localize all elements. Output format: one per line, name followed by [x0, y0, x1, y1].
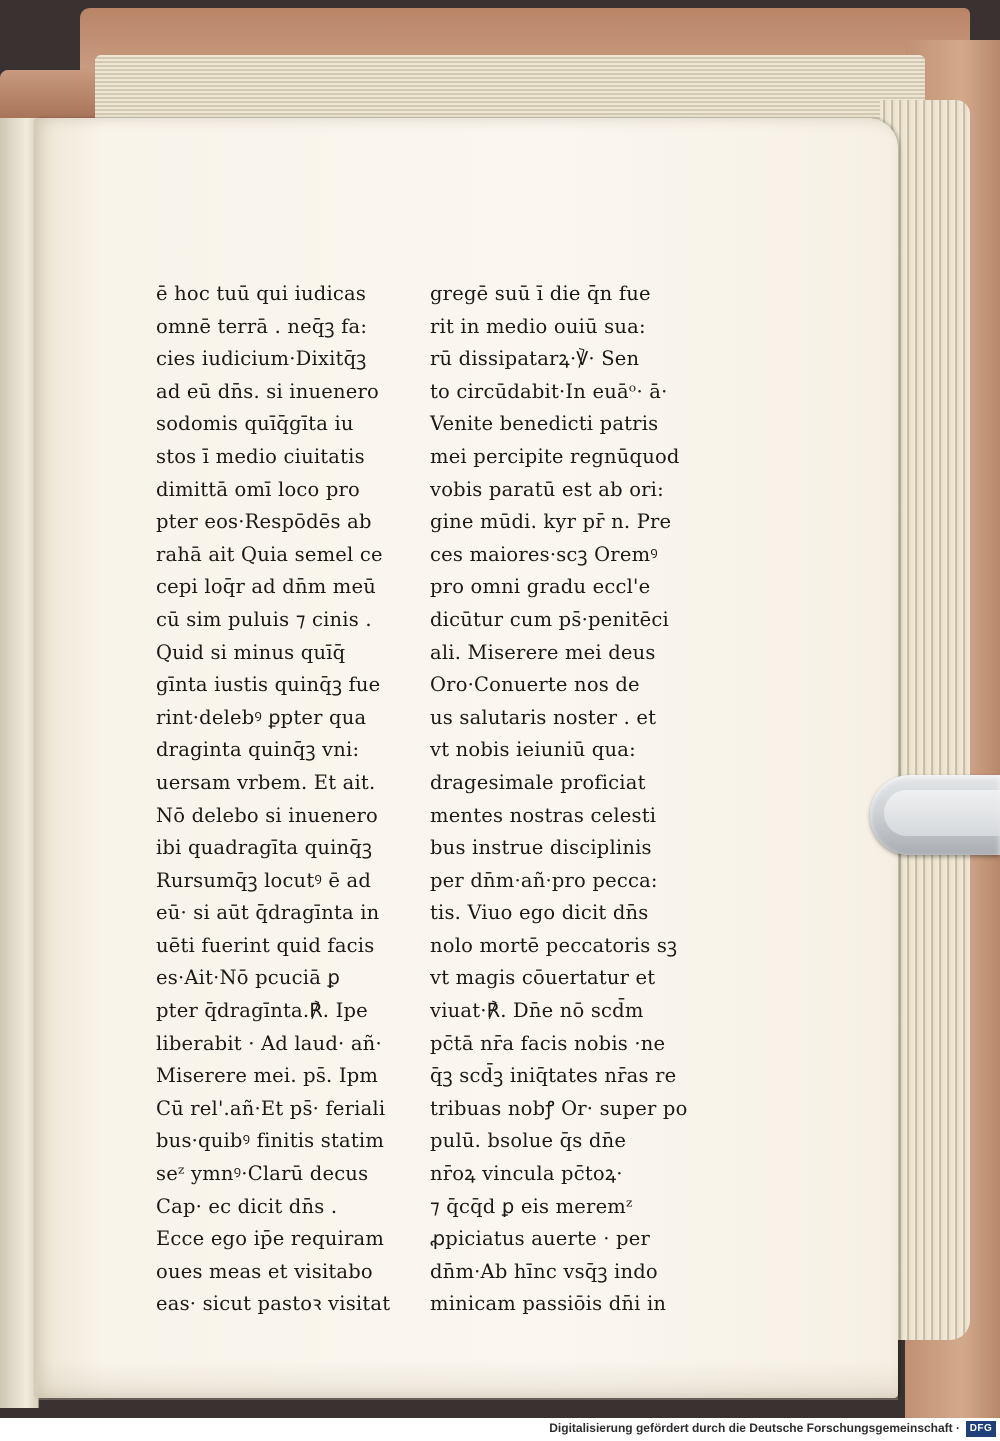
text-line: ꝓpiciatus auerte · per: [430, 1227, 650, 1251]
dfg-logo-icon: DFG: [966, 1421, 996, 1437]
text-line: vobis paratū est ab ori:: [430, 477, 664, 501]
text-line: minicam passiōis dn̄i in: [430, 1292, 667, 1316]
page-bottom-shade: [38, 1360, 898, 1400]
text-line: rint·delebꝰ ꝑpter qua: [156, 705, 367, 729]
text-line: uēti fuerint quid facis: [156, 933, 375, 957]
text-column-right: [430, 278, 688, 1321]
text-line: cies iudicium·Dixitq̄ꝫ: [156, 347, 367, 371]
text-line: Rursumq̄ꝫ locutꝰ ē ad: [156, 868, 372, 892]
text-line: q̄ꝫ scd̄ꝫ iniq̄tates nr̄as re: [430, 1064, 677, 1088]
text-line: gine mūdi. kyr pr̄ n. Pre: [430, 510, 672, 534]
text-line: Quid si minus quīq̄: [156, 640, 346, 664]
text-line: eas· sicut pastoꝛ visitat: [156, 1292, 391, 1316]
text-line: per dn̄m·añ·pro pecca:: [430, 868, 658, 892]
page-clip-highlight: [884, 790, 1000, 836]
text-line: draginta quinq̄ꝫ vni:: [156, 738, 360, 762]
text-line: seᶻ ymnꝰ·Clarū decus: [156, 1162, 369, 1186]
text-line: Cū rel'.añ·Et ps̄· feriali: [156, 1096, 386, 1120]
text-line: ⁊ q̄cq̄d ꝑ eis meremᶻ: [430, 1194, 633, 1218]
text-line: dragesimale proficiat: [430, 770, 646, 794]
text-line: vt magis cōuertatur et: [430, 966, 656, 990]
text-line: gīnta iustis quinq̄ꝫ fue: [156, 673, 381, 697]
text-line: to circūdabit·In euāᵒ· ā·: [430, 379, 668, 403]
text-column-left: [156, 278, 406, 1321]
text-line: uersam vrbem. Et ait.: [156, 770, 376, 794]
text-line: nr̄oꝝ vincula pc̄toꝝ·: [430, 1162, 623, 1186]
text-line: rū dissipatarꝝ·℣· Sen: [430, 347, 640, 371]
text-line: bus·quibꝰ finitis statim: [156, 1129, 385, 1153]
text-line: omnē terrā . neq̄ꝫ fa:: [156, 314, 368, 338]
text-line: Oro·Conuerte nos de: [430, 673, 640, 697]
funding-credit: Digitalisierung gefördert durch die Deutsche Forschungsgemeinschaft ·: [549, 1421, 960, 1435]
text-line: ibi quadragīta quinq̄ꝫ: [156, 836, 373, 860]
text-line: ē hoc tuū qui iudicas: [156, 282, 367, 305]
text-line: ali. Miserere mei deus: [430, 640, 656, 664]
text-line: viuat·℟. Dn̄e nō scd̄m: [430, 999, 644, 1023]
text-line: Miserere mei. ps̄. Ipm: [156, 1064, 379, 1088]
text-line: mentes nostras celesti: [430, 803, 657, 827]
text-line: pter q̄dragīnta.℟. Ipe: [156, 999, 368, 1023]
text-line: Nō delebo si inuenero: [156, 803, 378, 827]
text-line: pro omni gradu eccl'e: [430, 575, 651, 599]
text-line: cepi loq̄r ad dn̄m meū: [156, 575, 376, 599]
text-line: vt nobis ieiuniū qua:: [430, 738, 636, 762]
text-line: Cap· ec dicit dn̄s .: [156, 1194, 338, 1218]
text-line: dimittā omī loco pro: [156, 477, 360, 501]
text-line: dn̄m·Ab hīnc vsq̄ꝫ indo: [430, 1259, 658, 1283]
text-line: nolo mortē peccatoris sꝫ: [430, 933, 678, 957]
text-line: ad eū dn̄s. si inuenero: [156, 379, 379, 403]
text-line: es·Ait·Nō pcuciā ꝑ: [156, 966, 341, 990]
text-line: liberabit · Ad laud· añ·: [156, 1031, 382, 1055]
text-line: ces maiores·scꝫ Oremꝰ: [430, 542, 658, 566]
text-line: oues meas et visitabo: [156, 1259, 373, 1283]
text-line: sodomis quīq̄gīta iu: [156, 412, 354, 436]
text-line: pulū. bsolue q̄s dn̄e: [430, 1129, 627, 1153]
text-line: rahā ait Quia semel ce: [156, 542, 383, 566]
text-line: pc̄tā nr̄a facis nobis ·ne: [430, 1031, 666, 1055]
text-line: Ecce ego ip̄e requiram: [156, 1227, 385, 1251]
text-line: tis. Viuo ego dicit dn̄s: [430, 901, 649, 925]
text-line: gregē suū ī die q̄n fue: [430, 282, 651, 305]
text-line: dicūtur cum ps̄·penitēci: [430, 607, 669, 631]
text-line: us salutaris noster . et: [430, 705, 657, 729]
text-line: rit in medio ouiū sua:: [430, 314, 646, 338]
text-line: eū· si aūt q̄dragīnta in: [156, 901, 380, 925]
text-line: cū sim puluis ⁊ cinis .: [156, 607, 372, 631]
text-line: tribuas nobꝭ Or· super po: [430, 1096, 688, 1120]
text-line: Venite benedicti patris: [430, 412, 659, 436]
text-line: bus instrue disciplinis: [430, 836, 652, 860]
footer-bar: [0, 1418, 1000, 1441]
text-line: stos ī medio ciuitatis: [156, 444, 365, 468]
text-line: pter eos·Respōdēs ab: [156, 510, 372, 534]
text-line: mei percipite regnūquod: [430, 444, 680, 468]
